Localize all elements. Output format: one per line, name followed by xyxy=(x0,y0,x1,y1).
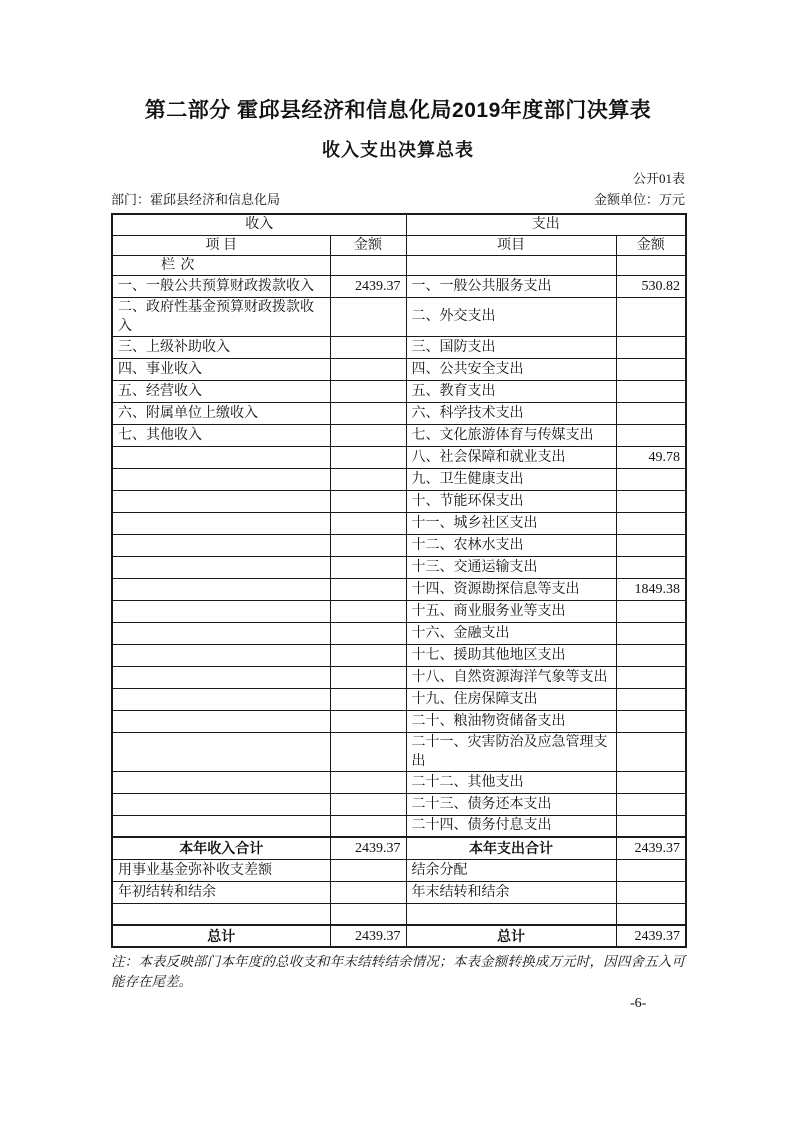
income-amount-cell xyxy=(330,644,406,666)
income-section-header: 收入 xyxy=(112,214,406,235)
table-row xyxy=(112,336,686,358)
income-amount-cell xyxy=(330,903,406,925)
expenditure-item-column-header: 项目 xyxy=(406,235,616,255)
table-row xyxy=(112,297,686,336)
expenditure-amount-cell: 1849.38 xyxy=(616,578,686,600)
expenditure-amount-cell xyxy=(616,358,686,380)
expenditure-amount-cell xyxy=(616,468,686,490)
table-row xyxy=(112,380,686,402)
income-item-cell xyxy=(112,815,330,837)
income-amount-cell xyxy=(330,297,406,336)
table-row xyxy=(112,666,686,688)
expenditure-item-cell: 年末结转和结余 xyxy=(406,881,616,903)
meta-line xyxy=(111,192,685,208)
expenditure-section-header: 支出 xyxy=(406,214,686,235)
expenditure-item-cell: 结余分配 xyxy=(406,859,616,881)
table-row xyxy=(112,402,686,424)
table-row xyxy=(112,446,686,468)
table-title: 收入支出决算总表 xyxy=(322,140,474,160)
expenditure-amount-cell xyxy=(616,666,686,688)
expenditure-item-cell: 二、外交支出 xyxy=(406,297,616,336)
sheet-label: 公开01表 xyxy=(632,171,685,186)
unit-label: 金额单位：万元 xyxy=(593,192,685,207)
income-amount-cell xyxy=(330,358,406,380)
expenditure-amount-cell xyxy=(616,424,686,446)
income-item-cell: 二、政府性基金预算财政拨款收入 xyxy=(112,297,330,336)
table-row xyxy=(112,925,686,947)
expenditure-amount-cell xyxy=(616,534,686,556)
table-row xyxy=(112,275,686,297)
income-item-cell: 五、经营收入 xyxy=(112,380,330,402)
income-amount-cell xyxy=(330,600,406,622)
expenditure-item-cell: 总计 xyxy=(406,925,616,947)
expenditure-amount-cell xyxy=(616,688,686,710)
expenditure-amount-column-header: 金额 xyxy=(616,235,686,255)
expenditure-amount-cell xyxy=(616,512,686,534)
income-amount-cell: 2439.37 xyxy=(330,275,406,297)
income-amount-cell xyxy=(330,578,406,600)
income-item-cell xyxy=(112,578,330,600)
expenditure-item-cell: 三、国防支出 xyxy=(406,336,616,358)
table-row xyxy=(112,534,686,556)
expenditure-amount-cell xyxy=(616,859,686,881)
footnote: 注：本表反映部门本年度的总收支和年末结转结余情况；本表金额转换成万元时，因四舍五入可能存在尾差。 xyxy=(111,954,685,989)
income-item-column-header: 项 目 xyxy=(112,235,330,255)
income-amount-cell xyxy=(330,446,406,468)
income-amount-cell xyxy=(330,380,406,402)
expenditure-amount-cell xyxy=(616,815,686,837)
income-amount-cell xyxy=(330,622,406,644)
table-row xyxy=(112,903,686,925)
income-item-cell: 年初结转和结余 xyxy=(112,881,330,903)
expenditure-item-cell: 十二、农林水支出 xyxy=(406,534,616,556)
income-item-cell xyxy=(112,556,330,578)
expenditure-item-cell: 八、社会保障和就业支出 xyxy=(406,446,616,468)
expenditure-amount-cell: 2439.37 xyxy=(616,925,686,947)
expenditure-amount-cell xyxy=(616,644,686,666)
table-row xyxy=(112,859,686,881)
table-body xyxy=(112,255,686,947)
expenditure-item-cell: 十九、住房保障支出 xyxy=(406,688,616,710)
expenditure-item-cell: 二十三、债务还本支出 xyxy=(406,793,616,815)
expenditure-item-cell: 九、卫生健康支出 xyxy=(406,468,616,490)
income-amount-cell xyxy=(330,468,406,490)
income-amount-cell xyxy=(330,424,406,446)
income-item-cell: 七、其他收入 xyxy=(112,424,330,446)
expenditure-item-cell: 十五、商业服务业等支出 xyxy=(406,600,616,622)
department-label: 部门：霍邱县经济和信息化局 xyxy=(111,192,281,207)
table-row xyxy=(112,578,686,600)
expenditure-item-cell xyxy=(406,903,616,925)
expenditure-amount-cell xyxy=(616,622,686,644)
income-item-cell xyxy=(112,644,330,666)
income-amount-cell xyxy=(330,534,406,556)
expenditure-item-cell: 七、文化旅游体育与传媒支出 xyxy=(406,424,616,446)
expenditure-amount-cell xyxy=(616,771,686,793)
income-item-cell xyxy=(112,771,330,793)
income-amount-cell xyxy=(330,732,406,771)
table-row xyxy=(112,468,686,490)
expenditure-item-cell: 十、节能环保支出 xyxy=(406,490,616,512)
income-item-cell xyxy=(112,534,330,556)
expenditure-item-cell: 本年支出合计 xyxy=(406,837,616,859)
expenditure-item-cell: 十六、金融支出 xyxy=(406,622,616,644)
table-row xyxy=(112,837,686,859)
document-content xyxy=(111,0,685,992)
expenditure-amount-cell xyxy=(616,793,686,815)
income-item-cell xyxy=(112,688,330,710)
section-header-row xyxy=(112,214,686,235)
income-item-cell xyxy=(112,903,330,925)
income-amount-cell: 2439.37 xyxy=(330,925,406,947)
income-item-cell xyxy=(112,600,330,622)
expenditure-item-cell: 十一、城乡社区支出 xyxy=(406,512,616,534)
budget-table xyxy=(111,213,687,948)
income-amount-cell xyxy=(330,881,406,903)
income-item-cell: 四、事业收入 xyxy=(112,358,330,380)
income-item-cell xyxy=(112,732,330,771)
table-row xyxy=(112,732,686,771)
income-item-cell xyxy=(112,710,330,732)
income-amount-cell xyxy=(330,490,406,512)
income-amount-cell xyxy=(330,859,406,881)
income-item-cell xyxy=(112,468,330,490)
income-item-cell xyxy=(112,446,330,468)
income-amount-cell xyxy=(330,666,406,688)
expenditure-amount-cell: 530.82 xyxy=(616,275,686,297)
income-amount-cell xyxy=(330,688,406,710)
part-title: 第二部分 霍邱县经济和信息化局2019年度部门决算表 xyxy=(144,99,652,122)
expenditure-amount-cell xyxy=(616,600,686,622)
expenditure-amount-cell xyxy=(616,255,686,275)
table-row xyxy=(112,815,686,837)
table-row xyxy=(112,556,686,578)
table-row xyxy=(112,771,686,793)
income-item-cell xyxy=(112,490,330,512)
income-amount-cell xyxy=(330,402,406,424)
income-item-cell: 本年收入合计 xyxy=(112,837,330,859)
expenditure-amount-cell xyxy=(616,556,686,578)
expenditure-item-cell: 二十、粮油物资储备支出 xyxy=(406,710,616,732)
expenditure-amount-cell: 49.78 xyxy=(616,446,686,468)
table-row xyxy=(112,424,686,446)
expenditure-amount-cell xyxy=(616,732,686,771)
income-item-cell: 栏 次 xyxy=(112,255,330,275)
table-row xyxy=(112,688,686,710)
income-amount-cell xyxy=(330,336,406,358)
income-amount-column-header: 金额 xyxy=(330,235,406,255)
income-item-cell: 总计 xyxy=(112,925,330,947)
expenditure-amount-cell xyxy=(616,380,686,402)
income-amount-cell: 2439.37 xyxy=(330,837,406,859)
expenditure-item-cell: 十七、援助其他地区支出 xyxy=(406,644,616,666)
expenditure-amount-cell xyxy=(616,402,686,424)
table-row xyxy=(112,881,686,903)
table-row xyxy=(112,255,686,275)
expenditure-item-cell: 二十四、债务付息支出 xyxy=(406,815,616,837)
income-amount-cell xyxy=(330,771,406,793)
income-item-cell: 一、一般公共预算财政拨款收入 xyxy=(112,275,330,297)
expenditure-item-cell: 二十二、其他支出 xyxy=(406,771,616,793)
income-item-cell xyxy=(112,793,330,815)
income-item-cell: 六、附属单位上缴收入 xyxy=(112,402,330,424)
income-item-cell: 用事业基金弥补收支差额 xyxy=(112,859,330,881)
expenditure-item-cell: 十八、自然资源海洋气象等支出 xyxy=(406,666,616,688)
income-item-cell xyxy=(112,666,330,688)
expenditure-amount-cell xyxy=(616,336,686,358)
income-item-cell xyxy=(112,622,330,644)
table-row xyxy=(112,600,686,622)
table-row xyxy=(112,793,686,815)
income-amount-cell xyxy=(330,815,406,837)
expenditure-item-cell: 二十一、灾害防治及应急管理支出 xyxy=(406,732,616,771)
expenditure-item-cell: 十四、资源勘探信息等支出 xyxy=(406,578,616,600)
table-row xyxy=(112,622,686,644)
expenditure-item-cell xyxy=(406,255,616,275)
page-number: -6- xyxy=(630,996,647,1011)
table-row xyxy=(112,710,686,732)
expenditure-item-cell: 五、教育支出 xyxy=(406,380,616,402)
table-row xyxy=(112,644,686,666)
table-row xyxy=(112,358,686,380)
income-amount-cell xyxy=(330,710,406,732)
expenditure-item-cell: 一、一般公共服务支出 xyxy=(406,275,616,297)
income-amount-cell xyxy=(330,556,406,578)
income-amount-cell xyxy=(330,793,406,815)
income-item-cell xyxy=(112,512,330,534)
expenditure-amount-cell xyxy=(616,490,686,512)
column-header-row xyxy=(112,235,686,255)
expenditure-amount-cell xyxy=(616,710,686,732)
income-item-cell: 三、上级补助收入 xyxy=(112,336,330,358)
expenditure-amount-cell xyxy=(616,297,686,336)
table-row xyxy=(112,490,686,512)
expenditure-item-cell: 四、公共安全支出 xyxy=(406,358,616,380)
expenditure-amount-cell: 2439.37 xyxy=(616,837,686,859)
table-row xyxy=(112,512,686,534)
income-amount-cell xyxy=(330,255,406,275)
expenditure-item-cell: 十三、交通运输支出 xyxy=(406,556,616,578)
income-amount-cell xyxy=(330,512,406,534)
expenditure-amount-cell xyxy=(616,903,686,925)
expenditure-item-cell: 六、科学技术支出 xyxy=(406,402,616,424)
expenditure-amount-cell xyxy=(616,881,686,903)
